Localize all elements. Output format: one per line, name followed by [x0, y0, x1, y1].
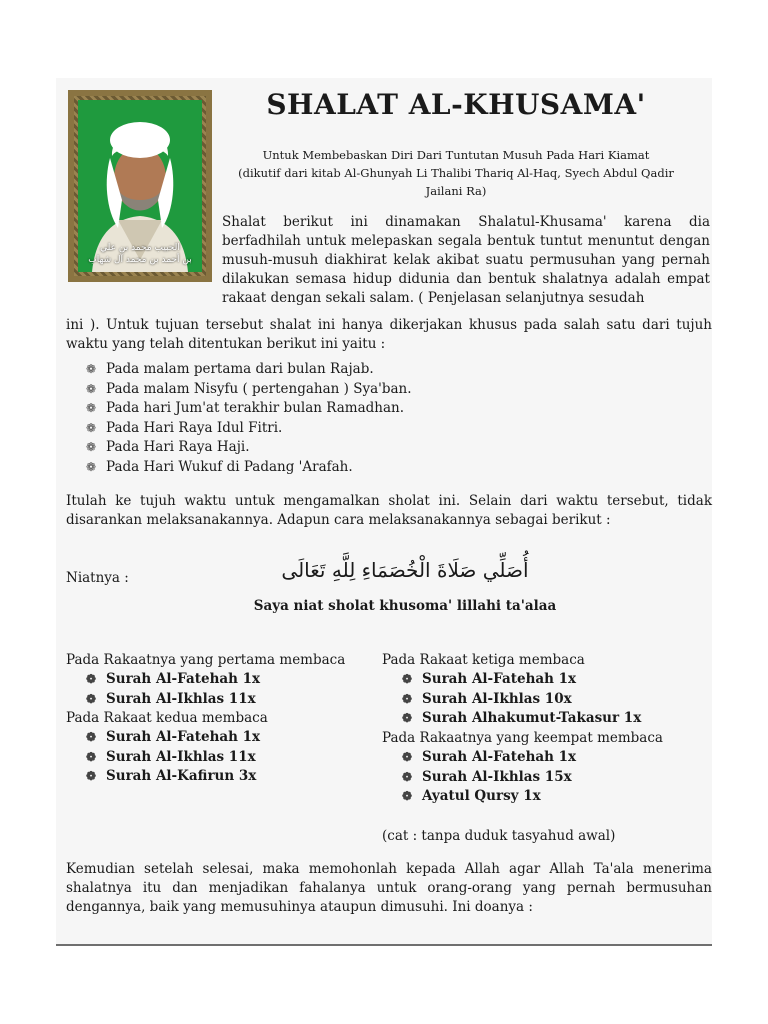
list-item: ❁ Ayatul Qursy 1x [400, 787, 576, 807]
closing-paragraph: Kemudian setelah selesai, maka memohonlah kepada Allah agar Allah Ta'ala menerima shalatnya itu dan menjadikan fahalanya untuk orang-orang yang pernah bermusuhan dengannya, baik yang memusuhinya ataupun dimusuhi. Ini doanya : [66, 861, 712, 915]
list-item: ❁ Pada Hari Raya Haji. [84, 438, 412, 458]
rakaat-note: (cat : tanpa duduk tasyahud awal) [382, 828, 616, 844]
list-item: ❁ Surah Al-Ikhlas 15x [400, 768, 576, 788]
flower-bullet-icon: ❁ [401, 789, 413, 804]
list-item: ❁ Surah Al-Ikhlas 11x [84, 690, 260, 710]
portrait-frame [68, 90, 212, 282]
list-item: ❁ Surah Al-Fatehah 1x [400, 748, 576, 768]
flower-bullet-icon: ❁ [85, 362, 97, 376]
flower-bullet-icon: ❁ [85, 672, 97, 686]
list-item: ❁ Pada Hari Raya Idul Fitri. [84, 419, 412, 439]
rakaat-4-heading: Pada Rakaatnya yang keempat membaca [382, 730, 663, 746]
rakaat-2-heading: Pada Rakaat kedua membaca [66, 710, 268, 726]
flower-bullet-icon: ❁ [85, 730, 97, 744]
list-item: ❁ Pada malam Nisyfu ( pertengahan ) Sya'ban. [84, 380, 412, 400]
flower-bullet-icon: ❁ [85, 459, 97, 474]
list-item: ❁ Surah Al-Fatehah 1x [84, 670, 260, 690]
niat-translation: Saya niat sholat khusoma' lillahi ta'alaa [253, 598, 557, 614]
subtitle [226, 146, 686, 200]
flower-bullet-icon: ❁ [401, 711, 413, 726]
portrait-photo [78, 100, 202, 272]
niat-arabic: أُصَلِّي صَلَاةَ الْخُصَمَاءِ لِلَّهِ تَعَالَى [281, 558, 529, 582]
flower-bullet-icon: ❁ [85, 769, 97, 784]
rakaat-3-list [400, 670, 641, 729]
rakaat-2-list [84, 728, 260, 787]
portrait-caption-line-1: الحبيب محمد بن علي [100, 243, 180, 253]
flower-bullet-icon: ❁ [401, 750, 413, 764]
flower-bullet-icon: ❁ [85, 440, 97, 455]
rakaat-1-heading: Pada Rakaatnya yang pertama membaca [66, 652, 346, 668]
list-item: ❁ Surah Al-Fatehah 1x [400, 670, 641, 690]
list-item: ❁ Pada hari Jum'at terakhir bulan Ramadhan. [84, 399, 412, 419]
rakaat-4-list [400, 748, 576, 807]
intro-paragraph-a: Shalat berikut ini dinamakan Shalatul-Khusama' karena dia berfadhilah untuk melepaskan segala bentuk tuntut menuntut dengan musuh-musuh diakhirat kelak akibat suatu permusuhan yang pernah dilakukan semasa hidup didunia dan bentuk shalatnya adalah empat rakaat dengan sekali salam. ( Penjelasan selanjutnya sesudah [222, 214, 710, 306]
list-item: ❁ Pada malam pertama dari bulan Rajab. [84, 360, 412, 380]
intro-paragraph-b: ini ). Untuk tujuan tersebut shalat ini hanya dikerjakan khusus pada salah satu dari tujuh waktu yang telah ditentukan berikut ini yaitu : [66, 317, 712, 352]
list-item: ❁ Pada Hari Wukuf di Padang 'Arafah. [84, 458, 412, 478]
list-item: ❁ Surah Al-Ikhlas 11x [84, 748, 260, 768]
flower-bullet-icon: ❁ [85, 420, 97, 435]
flower-bullet-icon: ❁ [85, 381, 97, 396]
subtitle-line-1: Untuk Membebaskan Diri Dari Tuntutan Musuh Pada Hari Kiamat [262, 148, 650, 162]
niat-label: Niatnya : [66, 570, 129, 586]
list-item: ❁ Surah Al-Ikhlas 10x [400, 690, 641, 710]
list-item: ❁ Surah Alhakumut-Takasur 1x [400, 709, 641, 729]
portrait-caption-line-2: بن أحمد بن محمد آل شهاب [88, 255, 192, 265]
method-paragraph: Itulah ke tujuh waktu untuk mengamalkan sholat ini. Selain dari waktu tersebut, tidak disarankan melaksanakannya. Adapun cara melaksanakannya sebagai berikut : [66, 493, 712, 528]
rakaat-3-heading: Pada Rakaat ketiga membaca [382, 652, 585, 668]
portrait-caption [78, 242, 202, 266]
list-item: ❁ Surah Al-Fatehah 1x [84, 728, 260, 748]
flower-bullet-icon: ❁ [85, 691, 97, 706]
list-item: ❁ Surah Al-Kafirun 3x [84, 767, 260, 787]
subtitle-line-2: (dikutif dari kitab Al-Ghunyah Li Thalibi Thariq Al-Haq, Syech Abdul Qadir Jailani Ra) [238, 166, 674, 198]
rakaat-1-list [84, 670, 260, 709]
flower-bullet-icon: ❁ [401, 769, 413, 784]
page-title: SHALAT AL-KHUSAMA' [266, 88, 646, 121]
flower-bullet-icon: ❁ [401, 672, 413, 686]
time-list [84, 360, 412, 478]
flower-bullet-icon: ❁ [85, 749, 97, 764]
flower-bullet-icon: ❁ [401, 691, 413, 706]
flower-bullet-icon: ❁ [85, 401, 97, 416]
